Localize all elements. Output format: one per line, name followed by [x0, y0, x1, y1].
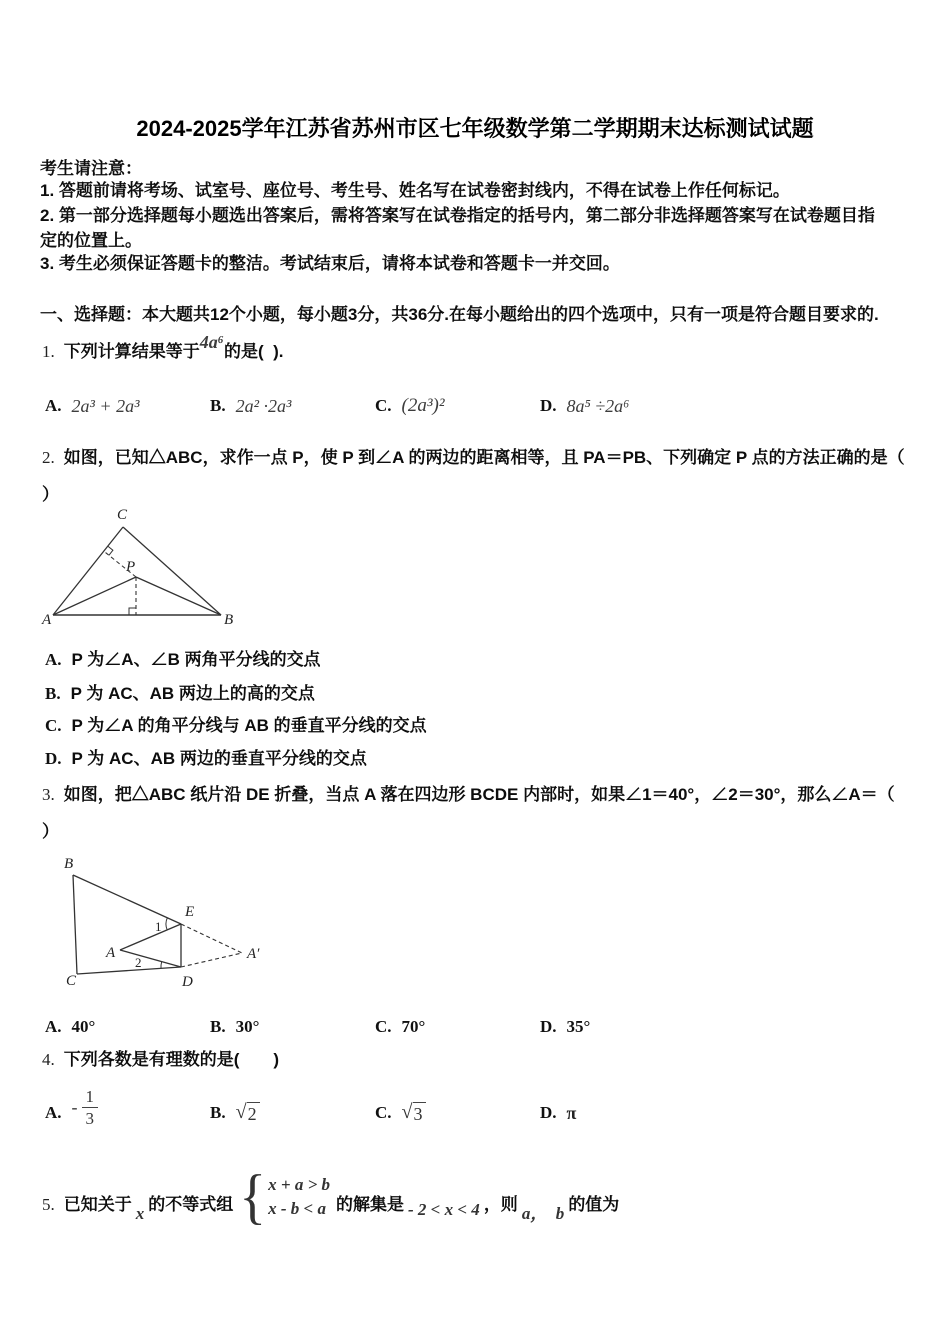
q5-text-2: 的不等式组 [148, 1195, 234, 1214]
question-2-stem [42, 446, 905, 470]
question-4-options [45, 1085, 576, 1141]
option-formula: 2a³ + 2a³ [71, 395, 140, 416]
section-1-heading: 一、选择题：本大题共12个小题，每小题3分，共36分.在每小题给出的四个选项中，只有一项是符合题目要求的. [40, 305, 879, 324]
notice-item-3: 3. 考生必须保证答题卡的整洁。考试结束后，请将本试卷和答题卡一并交回。 [40, 254, 620, 273]
angle-1-label: 1 [155, 919, 162, 934]
vertex-label-B: B [224, 612, 234, 628]
right-angle-mark-AB [129, 608, 136, 615]
q4-option-a [45, 1086, 210, 1134]
system-brace: { [239, 1162, 267, 1232]
q3-option-c [375, 1017, 540, 1037]
segment-AP [53, 577, 136, 615]
minus-sign: - [71, 1096, 78, 1117]
right-angle-mark-AC [108, 546, 113, 555]
vertex-label-B: B [64, 856, 74, 872]
option-label: A. [45, 396, 62, 415]
option-label: C. [45, 716, 62, 735]
inequality-1: x + a > b [268, 1175, 331, 1194]
option-text: P 为∠A 的角平分线与 AB 的垂直平分线的交点 [71, 716, 427, 735]
radicand: 2 [247, 1102, 260, 1125]
segment-AD [120, 950, 181, 967]
q3-stem-close-paren: ） [42, 822, 59, 841]
option-label: D. [540, 396, 557, 415]
option-label: A. [45, 1103, 62, 1122]
option-label: D. [45, 749, 62, 768]
angle-1-arc [166, 918, 167, 930]
side-CD [77, 967, 181, 974]
side-AC [53, 527, 123, 615]
point-label-P: P [126, 559, 136, 575]
question-1-stem [42, 332, 284, 364]
q4-stem-text: 下列各数是有理数的是( ) [63, 1050, 280, 1069]
option-label: C. [375, 1103, 392, 1122]
q1-stem-text: 下列计算结果等于 [63, 342, 200, 361]
segment-AE [120, 924, 181, 950]
dashed-E-Aprime [181, 924, 242, 953]
sqrt-3 [402, 1102, 426, 1125]
question-2-number: 2. [42, 448, 55, 467]
q2-option-d [45, 747, 367, 771]
page-title: 2024-2025学年江苏省苏州市区七年级数学第二学期期末达标测试试题 [136, 116, 814, 141]
option-formula: 2a² ·2a³ [235, 395, 292, 416]
option-label: B. [210, 396, 226, 415]
q4-option-c [375, 1102, 540, 1125]
solution-set: - 2 < x < 4 [408, 1200, 480, 1219]
option-label: B. [45, 684, 61, 703]
option-text: P 为∠A、∠B 两角平分线的交点 [71, 650, 321, 669]
question-3-stem [42, 783, 895, 807]
question-3-options [45, 1014, 590, 1040]
option-label: A. [45, 1017, 62, 1036]
q1-option-d [540, 396, 629, 417]
option-label: C. [375, 1017, 392, 1036]
dashed-D-Aprime [181, 953, 242, 967]
side-BE [73, 875, 181, 924]
vertex-label-A: A [106, 945, 116, 961]
question-4-number: 4. [42, 1050, 55, 1069]
option-text: P 为 AC、AB 两边上的高的交点 [70, 684, 315, 703]
q3-fold-figure [42, 848, 282, 998]
option-label: D. [540, 1017, 557, 1036]
segment-PB [136, 577, 221, 615]
q2-triangle-figure [38, 503, 268, 629]
option-value: 70° [401, 1017, 426, 1036]
pi-symbol: π [566, 1102, 577, 1123]
q3-stem-text: 如图，把△ABC 纸片沿 DE 折叠，当点 A 落在四边形 BCDE 内部时，如果∠1＝40°，∠2＝30°，那么∠A＝（ [63, 785, 895, 804]
q3-option-d [540, 1017, 590, 1037]
q1-stem-formula: 4a⁶ [199, 332, 225, 352]
angle-2-arc [161, 962, 162, 969]
q5-text-5: 的值为 [568, 1195, 620, 1214]
q2-option-c [45, 714, 427, 738]
option-label: B. [210, 1017, 226, 1036]
q2-option-b [45, 682, 315, 706]
option-label: B. [210, 1103, 226, 1122]
question-4-stem [42, 1048, 279, 1072]
vertex-label-D: D [182, 974, 193, 990]
q1-option-b [210, 396, 375, 417]
question-1-number: 1. [42, 342, 55, 361]
notice-heading: 考生请注意： [40, 159, 142, 178]
question-3-number: 3. [42, 785, 55, 804]
vertex-label-E: E [185, 904, 195, 920]
side-BC [73, 875, 77, 974]
q2-option-a [45, 648, 321, 672]
variable-x: x [135, 1204, 145, 1223]
sqrt-2 [236, 1102, 260, 1125]
radical-sign: √ [235, 1100, 247, 1123]
option-value: 35° [566, 1017, 591, 1036]
vertex-label-C: C [117, 507, 128, 523]
q2-stem-text: 如图，已知△ABC，求作一点 P，使 P 到∠A 的两边的距离相等，且 PA＝PB、下列确定 P 点的方法正确的是（ [63, 448, 905, 467]
vertex-label-C: C [66, 973, 77, 989]
q1-option-c [375, 395, 540, 417]
q1-option-a [45, 396, 210, 417]
radicand: 3 [413, 1102, 426, 1125]
question-1-options [45, 393, 629, 419]
option-label: C. [375, 396, 392, 415]
q1-stem-suffix: 的是( ). [224, 342, 284, 361]
option-text: P 为 AC、AB 两边的垂直平分线的交点 [71, 749, 367, 768]
fraction-negative-one-third [72, 1087, 99, 1128]
q2-stem-close-paren: ） [42, 485, 59, 504]
fraction-numerator: 1 [82, 1087, 99, 1108]
option-value: 30° [235, 1017, 260, 1036]
angle-2-label: 2 [135, 955, 142, 970]
fraction-denominator: 3 [85, 1108, 95, 1128]
q4-option-d [540, 1103, 576, 1124]
q3-option-a [45, 1017, 210, 1037]
q3-option-b [210, 1017, 375, 1037]
point-label-A-prime: A′ [247, 946, 260, 962]
option-label: D. [540, 1103, 557, 1122]
question-5-stem [42, 1162, 620, 1240]
question-5-number: 5. [42, 1195, 55, 1214]
q5-text-3: 的解集是 [336, 1195, 405, 1214]
inequality-2: x - b < a [268, 1199, 326, 1218]
option-formula: 8a⁵ ÷2a⁶ [566, 395, 630, 416]
radical-sign: √ [401, 1100, 413, 1123]
side-CB [123, 527, 221, 615]
option-label: A. [45, 650, 62, 669]
q4-option-b [210, 1102, 375, 1125]
q5-text-4: ，则 [483, 1195, 518, 1214]
q5-text-1: 已知关于 [63, 1195, 132, 1214]
vertex-label-A: A [42, 612, 52, 628]
notice-item-2: 2. 第一部分选择题每小题选出答案后，需将答案写在试卷指定的括号内，第二部分非选择题答案写在试卷题目指定的位置上。 [40, 206, 875, 250]
inequality-system [268, 1173, 330, 1221]
notice-item-1: 1. 答题前请将考场、试室号、座位号、考生号、姓名写在试卷密封线内，不得在试卷上作任何标记。 [40, 181, 790, 200]
variables-a-b: a， b [521, 1204, 565, 1223]
option-formula: (2a³)² [401, 395, 445, 416]
option-value: 40° [71, 1017, 96, 1036]
